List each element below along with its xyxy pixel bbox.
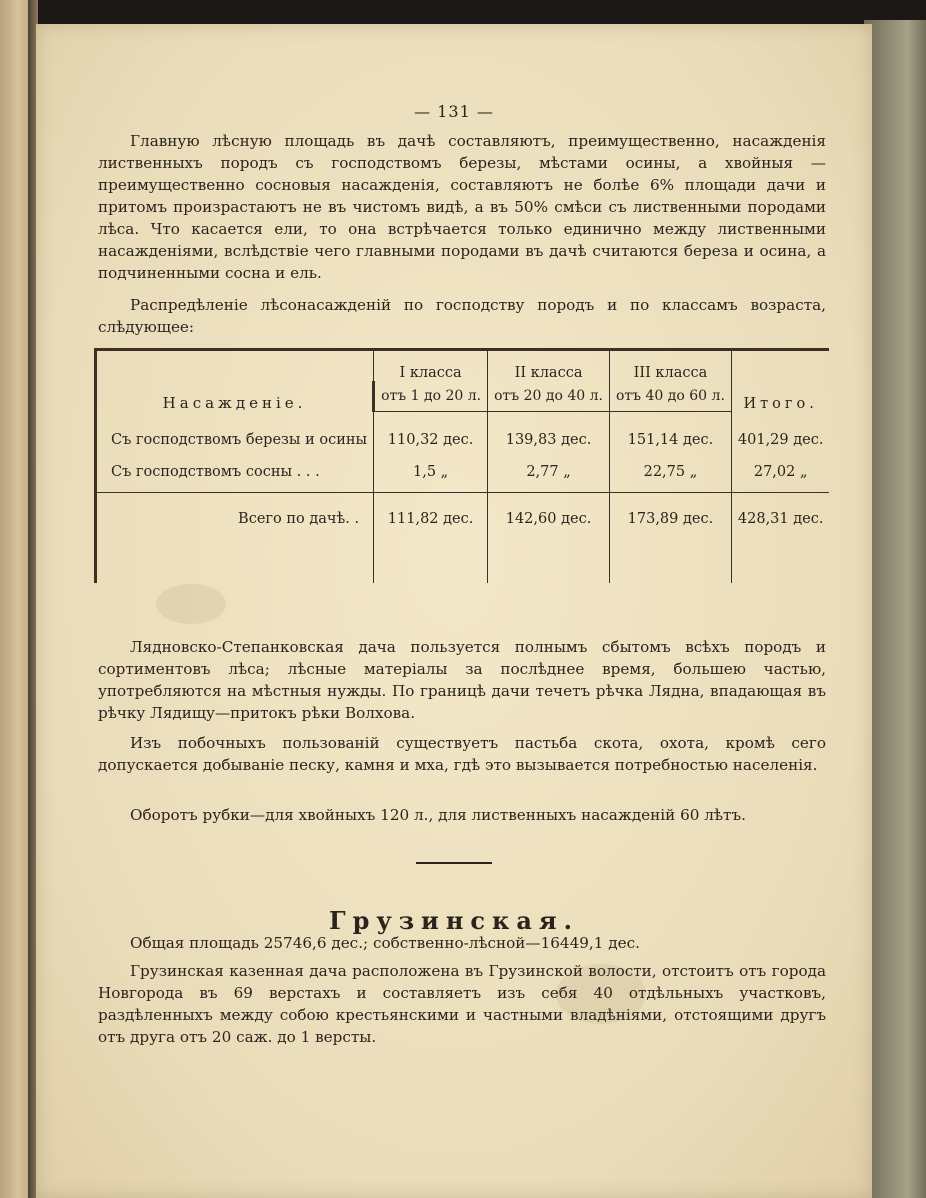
table-header-class3-range: отъ 40 до 60 л.: [609, 381, 731, 412]
table-header-class3: III класса: [609, 350, 731, 382]
paper-stain: [156, 584, 226, 624]
paragraph-location: Грузинская казенная дача расположена въ Грузинской волости, отстоитъ отъ города Новгорода въ 69 верстахъ и составляетъ изъ себя 40 отдѣльныхъ участковъ, раздѣленныхъ между собою крестьянскими и частными владѣніями, отстоящими другъ отъ друга отъ 20 саж. до 1 версты.: [98, 962, 826, 1046]
table-header-class2-range: отъ 20 до 40 л.: [488, 381, 610, 412]
cell-class1: 110,32 дес.: [374, 412, 488, 453]
table-row-blank: [96, 545, 830, 583]
cell-total: 428,31 дес.: [731, 493, 829, 546]
table-header-class2: II класса: [488, 350, 610, 382]
table-row: [96, 412, 830, 453]
cell-class3: 22,75 „: [609, 452, 731, 493]
facing-page-edge: [0, 0, 30, 1198]
book-cover-edge: [864, 20, 926, 1198]
cell-class2: 142,60 дес.: [488, 493, 610, 546]
table-row-total: [96, 493, 830, 546]
row-label-total: Всего по дачѣ. .: [96, 493, 374, 546]
cell-class2: 139,83 дес.: [488, 412, 610, 453]
book-page: [36, 24, 872, 1198]
cell-class1: 1,5 „: [374, 452, 488, 493]
table-header-total: Итого.: [731, 350, 829, 412]
paragraph-species-composition: Главную лѣсную площадь въ дачѣ составляютъ, преимущественно, насажденія лиственныхъ породъ съ господствомъ березы, мѣстами осины, а хвойныя — преимущественно сосновыя насажденія, составляютъ не болѣе 6% площади дачи и притомъ произрастаютъ не въ чистомъ видѣ, а въ 50% смѣси съ лиственными породами лѣса. Что касается ели, то она встрѣчается только единично между лиственными насажденіями, вслѣдствіе чего главными породами въ дачѣ считаются береза и осина, а подчиненными сосна и ель.: [98, 132, 826, 282]
cell-total: 27,02 „: [731, 452, 829, 493]
page-number: — 131 —: [414, 102, 494, 121]
forest-distribution-table: [94, 348, 829, 583]
paragraph-market: Лядновско-Степанковская дача пользуется полнымъ сбытомъ всѣхъ породъ и сортиментовъ лѣса; лѣсные матеріалы за послѣднее время, большею частью, употребляются на мѣстныя нужды. По границѣ дачи течетъ рѣчка Лядна, впадающая въ рѣчку Лядищу—притокъ рѣки Волхова.: [98, 638, 826, 722]
paragraph-area: Общая площадь 25746,6 дес.; собственно-лѣсной—16449,1 дес.: [130, 934, 640, 952]
cell-total: 401,29 дес.: [731, 412, 829, 453]
paragraph-distribution-intro: Распредѣленіе лѣсонасажденій по господству породъ и по классамъ возраста, слѣдующее:: [98, 296, 826, 336]
cell-class3: 173,89 дес.: [609, 493, 731, 546]
section-divider: [416, 862, 492, 864]
row-label: Съ господствомъ сосны . . .: [96, 452, 374, 493]
cell-class2: 2,77 „: [488, 452, 610, 493]
cell-class3: 151,14 дес.: [609, 412, 731, 453]
table-row: [96, 452, 830, 493]
table-header-species: Насажденіе.: [96, 350, 374, 412]
paragraph-side-uses: Изъ побочныхъ пользованій существуетъ пастьба скота, охота, кромѣ сего допускается добываніе песку, камня и мха, гдѣ это вызывается потребностью населенія.: [98, 734, 826, 774]
section-title: Грузинская.: [329, 906, 579, 935]
row-label: Съ господствомъ березы и осины: [96, 412, 374, 453]
paragraph-rotation: Оборотъ рубки—для хвойныхъ 120 л., для лиственныхъ насажденій 60 лѣтъ.: [130, 806, 746, 824]
cell-class1: 111,82 дес.: [374, 493, 488, 546]
table-header-class1: I класса: [374, 350, 488, 382]
table-header-class1-range: отъ 1 до 20 л.: [374, 381, 488, 412]
